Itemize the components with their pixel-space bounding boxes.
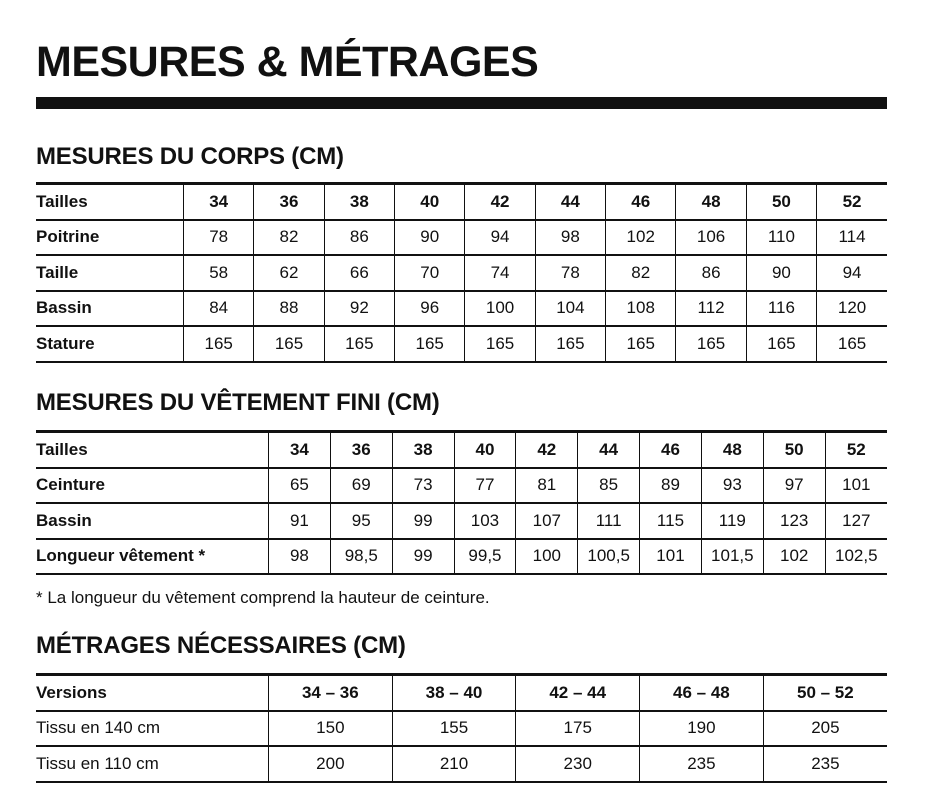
table-cell: 89: [640, 468, 702, 504]
table-cell: 58: [184, 255, 254, 291]
table-cell: 230: [516, 746, 640, 782]
row-label: Poitrine: [36, 220, 184, 256]
table-cell: 165: [817, 326, 887, 362]
table-cell: 86: [676, 255, 746, 291]
row-label: Stature: [36, 326, 184, 362]
table-cell: 110: [746, 220, 816, 256]
column-header: 50: [763, 432, 825, 468]
table-cell: 165: [676, 326, 746, 362]
table-cell: 93: [701, 468, 763, 504]
column-header: 38 – 40: [392, 675, 516, 711]
column-header: 48: [676, 184, 746, 220]
table-cell: 99,5: [454, 539, 516, 575]
table-cell: 100,5: [578, 539, 640, 575]
table-cell: 92: [324, 291, 394, 327]
table-cell: 102: [606, 220, 676, 256]
table-header-row: [36, 432, 887, 468]
title-divider: [36, 97, 887, 109]
column-header: 38: [324, 184, 394, 220]
finished-garment-table: [36, 430, 887, 575]
page-title: MESURES & MÉTRAGES: [36, 38, 539, 86]
table-cell: 116: [746, 291, 816, 327]
table-cell: 77: [454, 468, 516, 504]
table-cell: 62: [254, 255, 324, 291]
table-cell: 99: [392, 503, 454, 539]
table-cell: 74: [465, 255, 535, 291]
row-label: Bassin: [36, 503, 269, 539]
header-label: Tailles: [36, 184, 184, 220]
row-label: Tissu en 110 cm: [36, 746, 269, 782]
table-cell: 78: [535, 255, 605, 291]
table-cell: 96: [395, 291, 465, 327]
table-cell: 98,5: [330, 539, 392, 575]
column-header: 34: [184, 184, 254, 220]
header-label: Tailles: [36, 432, 269, 468]
table-cell: 108: [606, 291, 676, 327]
table-cell: 95: [330, 503, 392, 539]
table-cell: 165: [254, 326, 324, 362]
column-header: 44: [578, 432, 640, 468]
table-cell: 205: [763, 711, 887, 747]
column-header: 50: [746, 184, 816, 220]
table-cell: 100: [516, 539, 578, 575]
table-cell: 65: [269, 468, 331, 504]
table-cell: 66: [324, 255, 394, 291]
table-row: [36, 746, 887, 782]
table-cell: 190: [640, 711, 764, 747]
table-cell: 90: [395, 220, 465, 256]
column-header: 36: [254, 184, 324, 220]
table-cell: 99: [392, 539, 454, 575]
column-header: 34: [269, 432, 331, 468]
column-header: 40: [395, 184, 465, 220]
row-label: Bassin: [36, 291, 184, 327]
body-measurements-table: [36, 182, 887, 363]
row-label: Longueur vêtement *: [36, 539, 269, 575]
table-cell: 73: [392, 468, 454, 504]
row-label: Tissu en 140 cm: [36, 711, 269, 747]
column-header: 42: [465, 184, 535, 220]
table-cell: 94: [465, 220, 535, 256]
table-cell: 81: [516, 468, 578, 504]
section-title-finished-garment: MESURES DU VÊTEMENT FINI (CM): [36, 389, 440, 416]
table-row: [36, 468, 887, 504]
column-header: 46 – 48: [640, 675, 764, 711]
table-cell: 165: [324, 326, 394, 362]
table-cell: 82: [254, 220, 324, 256]
table-cell: 101: [825, 468, 887, 504]
column-header: 46: [640, 432, 702, 468]
section-title-body-measurements: MESURES DU CORPS (CM): [36, 143, 344, 170]
column-header: 34 – 36: [269, 675, 393, 711]
table-cell: 119: [701, 503, 763, 539]
table-cell: 85: [578, 468, 640, 504]
footnote: * La longueur du vêtement comprend la hauteur de ceinture.: [36, 588, 490, 607]
table-cell: 165: [746, 326, 816, 362]
table-cell: 90: [746, 255, 816, 291]
column-header: 44: [535, 184, 605, 220]
table-cell: 115: [640, 503, 702, 539]
table-cell: 155: [392, 711, 516, 747]
column-header: 52: [825, 432, 887, 468]
table-cell: 114: [817, 220, 887, 256]
table-cell: 165: [535, 326, 605, 362]
table-cell: 98: [535, 220, 605, 256]
table-cell: 106: [676, 220, 746, 256]
table-cell: 235: [763, 746, 887, 782]
column-header: 36: [330, 432, 392, 468]
table-cell: 88: [254, 291, 324, 327]
table-cell: 107: [516, 503, 578, 539]
table-cell: 102: [763, 539, 825, 575]
table-cell: 101,5: [701, 539, 763, 575]
table-cell: 150: [269, 711, 393, 747]
table-cell: 127: [825, 503, 887, 539]
table-cell: 123: [763, 503, 825, 539]
row-label: Ceinture: [36, 468, 269, 504]
table-row: [36, 711, 887, 747]
header-label: Versions: [36, 675, 269, 711]
table-header-row: [36, 675, 887, 711]
row-label: Taille: [36, 255, 184, 291]
table-cell: 78: [184, 220, 254, 256]
table-cell: 98: [269, 539, 331, 575]
column-header: 42: [516, 432, 578, 468]
table-cell: 101: [640, 539, 702, 575]
column-header: 50 – 52: [763, 675, 887, 711]
table-row: [36, 503, 887, 539]
column-header: 40: [454, 432, 516, 468]
table-row: [36, 255, 887, 291]
table-cell: 69: [330, 468, 392, 504]
table-cell: 104: [535, 291, 605, 327]
table-cell: 94: [817, 255, 887, 291]
table-cell: 102,5: [825, 539, 887, 575]
table-header-row: [36, 184, 887, 220]
table-cell: 70: [395, 255, 465, 291]
table-cell: 100: [465, 291, 535, 327]
table-cell: 82: [606, 255, 676, 291]
fabric-requirements-table: [36, 673, 887, 783]
table-row: [36, 539, 887, 575]
column-header: 42 – 44: [516, 675, 640, 711]
column-header: 46: [606, 184, 676, 220]
table-row: [36, 291, 887, 327]
column-header: 48: [701, 432, 763, 468]
table-cell: 103: [454, 503, 516, 539]
table-row: [36, 220, 887, 256]
table-cell: 165: [465, 326, 535, 362]
table-row: [36, 326, 887, 362]
column-header: 52: [817, 184, 887, 220]
column-header: 38: [392, 432, 454, 468]
table-cell: 165: [606, 326, 676, 362]
table-cell: 84: [184, 291, 254, 327]
table-cell: 97: [763, 468, 825, 504]
section-title-fabric-requirements: MÉTRAGES NÉCESSAIRES (CM): [36, 632, 406, 659]
table-cell: 112: [676, 291, 746, 327]
table-cell: 91: [269, 503, 331, 539]
table-cell: 165: [395, 326, 465, 362]
table-cell: 200: [269, 746, 393, 782]
table-cell: 175: [516, 711, 640, 747]
table-cell: 210: [392, 746, 516, 782]
table-cell: 235: [640, 746, 764, 782]
table-cell: 165: [184, 326, 254, 362]
table-cell: 120: [817, 291, 887, 327]
table-cell: 111: [578, 503, 640, 539]
table-cell: 86: [324, 220, 394, 256]
